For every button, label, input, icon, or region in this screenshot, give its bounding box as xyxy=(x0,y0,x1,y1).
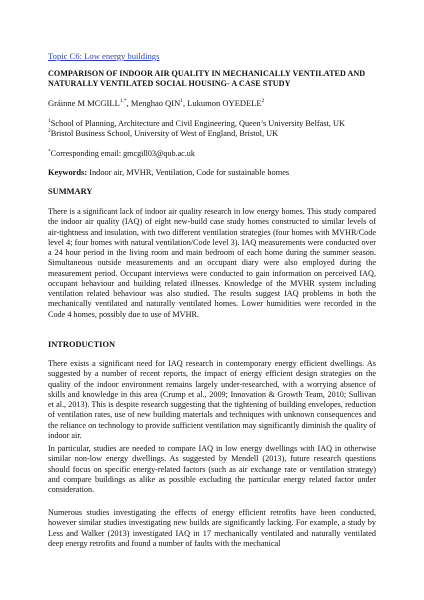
author-superscript: 2 xyxy=(261,98,265,105)
author-name: Lukumon OYEDELE xyxy=(187,98,262,108)
author-superscript: 1 xyxy=(180,98,183,105)
affiliation-text: School of Planning, Architecture and Civil Engineering, Queen’s University Belfast, UK xyxy=(50,119,346,128)
author-name: Gráinne M MCGILL xyxy=(48,98,120,108)
author-list: Gráinne M $MCGILL^{1,*}$, Menghao QIN$^1$, Lukumon OYEDELE$^2$ xyxy=(48,98,265,108)
affiliation-superscript: 2 xyxy=(48,128,51,135)
keywords-text: Indoor air, MVHR, Ventilation, Code for sustainable homes xyxy=(89,168,290,177)
affiliation-text: Bristol Business School, University of West of England, Bristol, UK xyxy=(50,129,279,138)
paper-title: COMPARISON OF INDOOR AIR QUALITY IN MECHANICALLY VENTILATED AND NATURALLY VENTILATED SOCIAL HOUSING- A CASE STUDY xyxy=(48,69,366,89)
corresponding-email xyxy=(48,149,195,159)
introduction-paragraph: In particular, studies are needed to compare IAQ in low energy dwellings with IAQ in otherwise similar non-low energy dwellings. As suggested by Mendell (2013), future research questions should focus on specific energy-related factors (such as air exchange rate or ventilation strategy) and compare buildings as alike as possible excluding the particular energy related factor under consideration. xyxy=(48,444,376,494)
author-superscript: 1,* xyxy=(119,98,127,105)
topic-link[interactable]: Topic C6: Low energy buildings xyxy=(48,51,160,61)
affiliation-superscript: 1 xyxy=(48,118,51,125)
affiliation xyxy=(48,129,278,139)
corresponding-text: Corresponding email: gmcgill03@qub.ac.uk xyxy=(50,149,195,158)
keywords xyxy=(48,168,289,178)
introduction-paragraph: Numerous studies investigating the effects of energy efficient retrofits have been conducted, however similar studies investigating new builds are significantly lacking. For example, a study by Less and Walker (2013) investigated IAQ in 17 mechanically ventilated and naturally ventilated deep energy retrofits and found a number of faults with the mechanical xyxy=(48,508,376,548)
affiliation xyxy=(48,119,345,129)
section-heading-summary: SUMMARY xyxy=(48,187,93,196)
corresponding-superscript: * xyxy=(48,148,51,155)
summary-paragraph: There is a significant lack of indoor air quality research in low energy homes. This study compared the indoor air quality (IAQ) of eight new-build case study homes constructed to similar levels of air-tightness and insulation, with two different ventilation strategies (four homes with MVHR/Code level 4; four homes with natural ventilation/Code level 3). IAQ measurements were conducted over a 24 hour period in the living room and main bedroom of each home during the summer season. Simultaneous outside measurements and an occupant diary were also employed during the measurement period. Occupant interviews were conducted to gain information on perceived IAQ, occupant behaviour and building related illnesses. Knowledge of the MVHR system including ventilation related behaviour was also studied. The results suggest IAQ problems in both the mechanically ventilated and naturally ventilated homes. Lower humidities were recorded in the Code 4 homes, possibly due to use of MVHR. xyxy=(48,207,376,319)
keywords-label: Keywords: xyxy=(48,168,88,177)
introduction-paragraph: There exists a significant need for IAQ research in contemporary energy efficient dwellings. As suggested by a number of recent reports, the impact of energy efficient design strategies on the quality of the indoor environment remains largely under-researched, with a worrying absence of skills and knowledge in this area (Crump et al., 2009; Innovation & Growth Team, 2010; Sullivan et al., 2013). This is despite research suggesting that the tightening of building envelopes, reduction of ventilation rates, use of new building materials and techniques with unknown consequences and the reliance on technology to provide sufficient ventilation may significantly diminish the quality of indoor air. xyxy=(48,359,376,440)
section-heading-introduction: INTRODUCTION xyxy=(48,340,116,349)
author-name: Menghao QIN xyxy=(130,98,181,108)
